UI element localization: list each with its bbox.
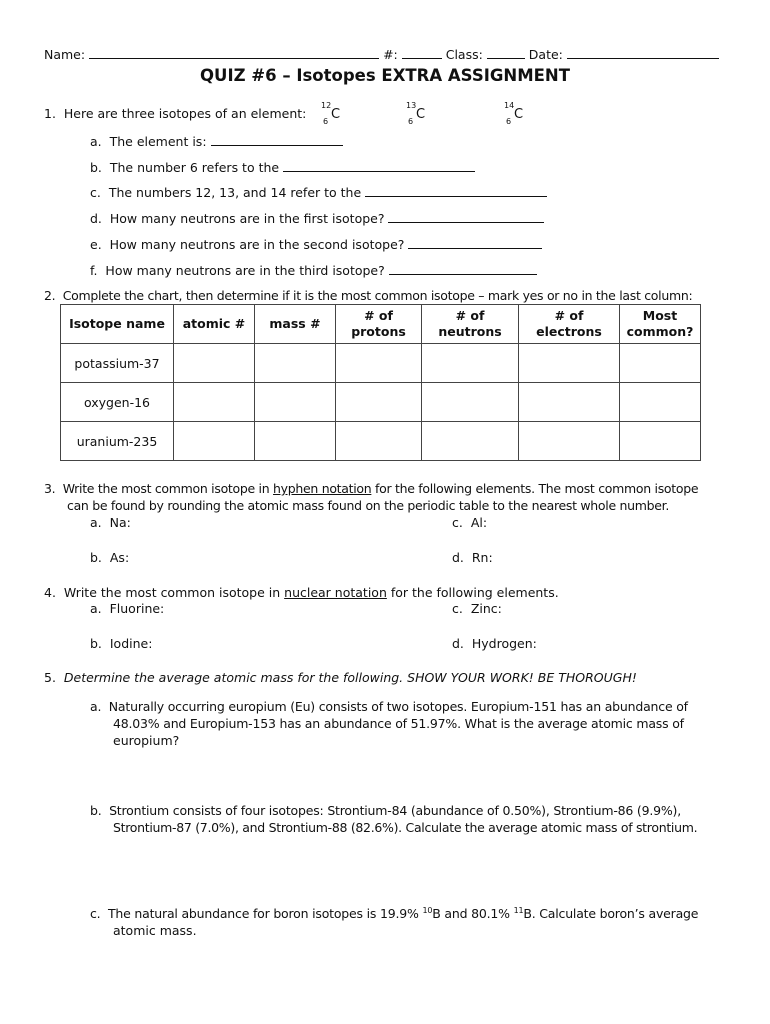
q1-part-b: b. The number 6 refers to the [90, 159, 475, 175]
q1f-answer[interactable] [389, 262, 537, 275]
q1-part-f: f. How many neutrons are in the third isotope? [90, 262, 537, 278]
name-label: Name: [44, 47, 86, 62]
isotope-2: 13 6 C [406, 101, 426, 126]
q1c-answer[interactable] [365, 184, 547, 197]
answer-cell[interactable] [255, 383, 336, 422]
answer-cell[interactable] [422, 344, 519, 383]
row-isotope-name: potassium-37 [61, 344, 174, 383]
q4-part-c: c. Zinc: [452, 601, 502, 616]
q1d-answer[interactable] [388, 210, 544, 223]
q4-part-d: d. Hydrogen: [452, 636, 537, 651]
table-row [61, 344, 701, 383]
q1-text: Here are three isotopes of an element: [63, 106, 307, 121]
q3-part-d: d. Rn: [452, 550, 493, 565]
chart-header-row [61, 305, 701, 344]
q5-part-b: b. Strontium consists of four isotopes: Strontium-84 (abundance of 0.50%), Strontium-86 (9.9%), [90, 803, 681, 818]
header-row [44, 46, 724, 62]
q5-prompt [44, 670, 637, 685]
date-field[interactable] [567, 46, 719, 59]
col-most-common: Most common? [620, 305, 701, 344]
class-field[interactable] [487, 46, 525, 59]
q1-number: 1. [44, 106, 56, 121]
q4-part-b: b. Iodine: [90, 636, 153, 651]
q1-part-c: c. The numbers 12, 13, and 14 refer to the [90, 184, 547, 200]
q2-prompt [44, 288, 692, 303]
answer-cell[interactable] [255, 344, 336, 383]
col-atomic-number: atomic # [174, 305, 255, 344]
answer-cell[interactable] [620, 344, 701, 383]
q5-part-a-line2: 48.03% and Europium-153 has an abundance of 51.97%. What is the average atomic mass of [113, 716, 684, 731]
table-row [61, 422, 701, 461]
col-protons: # of protons [336, 305, 422, 344]
q3-notation-term: hyphen notation [273, 481, 372, 496]
col-mass-number: mass # [255, 305, 336, 344]
class-label: Class: [445, 47, 483, 62]
q5-text: Determine the average atomic mass for the following. SHOW YOUR WORK! BE THOROUGH! [63, 670, 637, 685]
q4-number: 4. [44, 585, 56, 600]
q5-part-c: c. The natural abundance for boron isotopes is 19.9% $^{10}$B and 80.1% $^{11}$B. Calculate boron’s average [90, 906, 699, 922]
answer-cell[interactable] [174, 383, 255, 422]
q1a-answer[interactable] [211, 133, 343, 146]
q3-part-b: b. As: [90, 550, 130, 565]
q1-prompt [44, 106, 306, 121]
q4-prompt: 4. Write the most common isotope in nuclear notation for the following elements. [44, 585, 559, 600]
answer-cell[interactable] [519, 344, 620, 383]
date-label: Date: [528, 47, 563, 62]
answer-cell[interactable] [422, 383, 519, 422]
q3-number: 3. [44, 481, 56, 496]
q1-part-a: a. The element is: [90, 133, 343, 149]
answer-cell[interactable] [336, 422, 422, 461]
answer-cell[interactable] [255, 422, 336, 461]
number-label: #: [383, 47, 398, 62]
row-isotope-name: uranium-235 [61, 422, 174, 461]
table-row [61, 383, 701, 422]
number-field[interactable] [402, 46, 442, 59]
q1-part-e: e. How many neutrons are in the second isotope? [90, 236, 542, 252]
isotope-chart [60, 304, 701, 461]
q2-text: Complete the chart, then determine if it is the most common isotope – mark yes or no in the last column: [62, 288, 693, 303]
q3-prompt: 3. Write the most common isotope in hyphen notation for the following elements. The most common isotope [44, 481, 699, 496]
answer-cell[interactable] [422, 422, 519, 461]
q5-part-a-line3: europium? [113, 733, 180, 748]
q4-part-a: a. Fluorine: [90, 601, 165, 616]
page-title: QUIZ #6 – Isotopes EXTRA ASSIGNMENT [200, 66, 570, 85]
q5-part-a: a. Naturally occurring europium (Eu) consists of two isotopes. Europium-151 has an abundance of [90, 699, 688, 714]
q3-prompt-line2: can be found by rounding the atomic mass found on the periodic table to the nearest whole number. [67, 498, 670, 513]
answer-cell[interactable] [336, 383, 422, 422]
q3-part-c: c. Al: [452, 515, 488, 530]
q1e-answer[interactable] [408, 236, 542, 249]
col-electrons: # of electrons [519, 305, 620, 344]
q1b-answer[interactable] [283, 159, 475, 172]
col-neutrons: # of neutrons [422, 305, 519, 344]
name-field[interactable] [89, 46, 379, 59]
q5-number: 5. [44, 670, 56, 685]
col-isotope-name: Isotope name [61, 305, 174, 344]
answer-cell[interactable] [620, 422, 701, 461]
q3-part-a: a. Na: [90, 515, 131, 530]
isotope-3: 14 6 C [504, 101, 524, 126]
answer-cell[interactable] [620, 383, 701, 422]
answer-cell[interactable] [336, 344, 422, 383]
q5-part-c-line2: atomic mass. [113, 923, 197, 938]
row-isotope-name: oxygen-16 [61, 383, 174, 422]
isotope-1: 12 6 C [321, 101, 341, 126]
answer-cell[interactable] [519, 422, 620, 461]
q2-number: 2. [44, 288, 56, 303]
q4-notation-term: nuclear notation [284, 585, 387, 600]
answer-cell[interactable] [174, 344, 255, 383]
q5-part-b-line2: Strontium-87 (7.0%), and Strontium-88 (82.6%). Calculate the average atomic mass of strontium. [113, 820, 698, 835]
answer-cell[interactable] [174, 422, 255, 461]
q1-part-d: d. How many neutrons are in the first isotope? [90, 210, 544, 226]
answer-cell[interactable] [519, 383, 620, 422]
